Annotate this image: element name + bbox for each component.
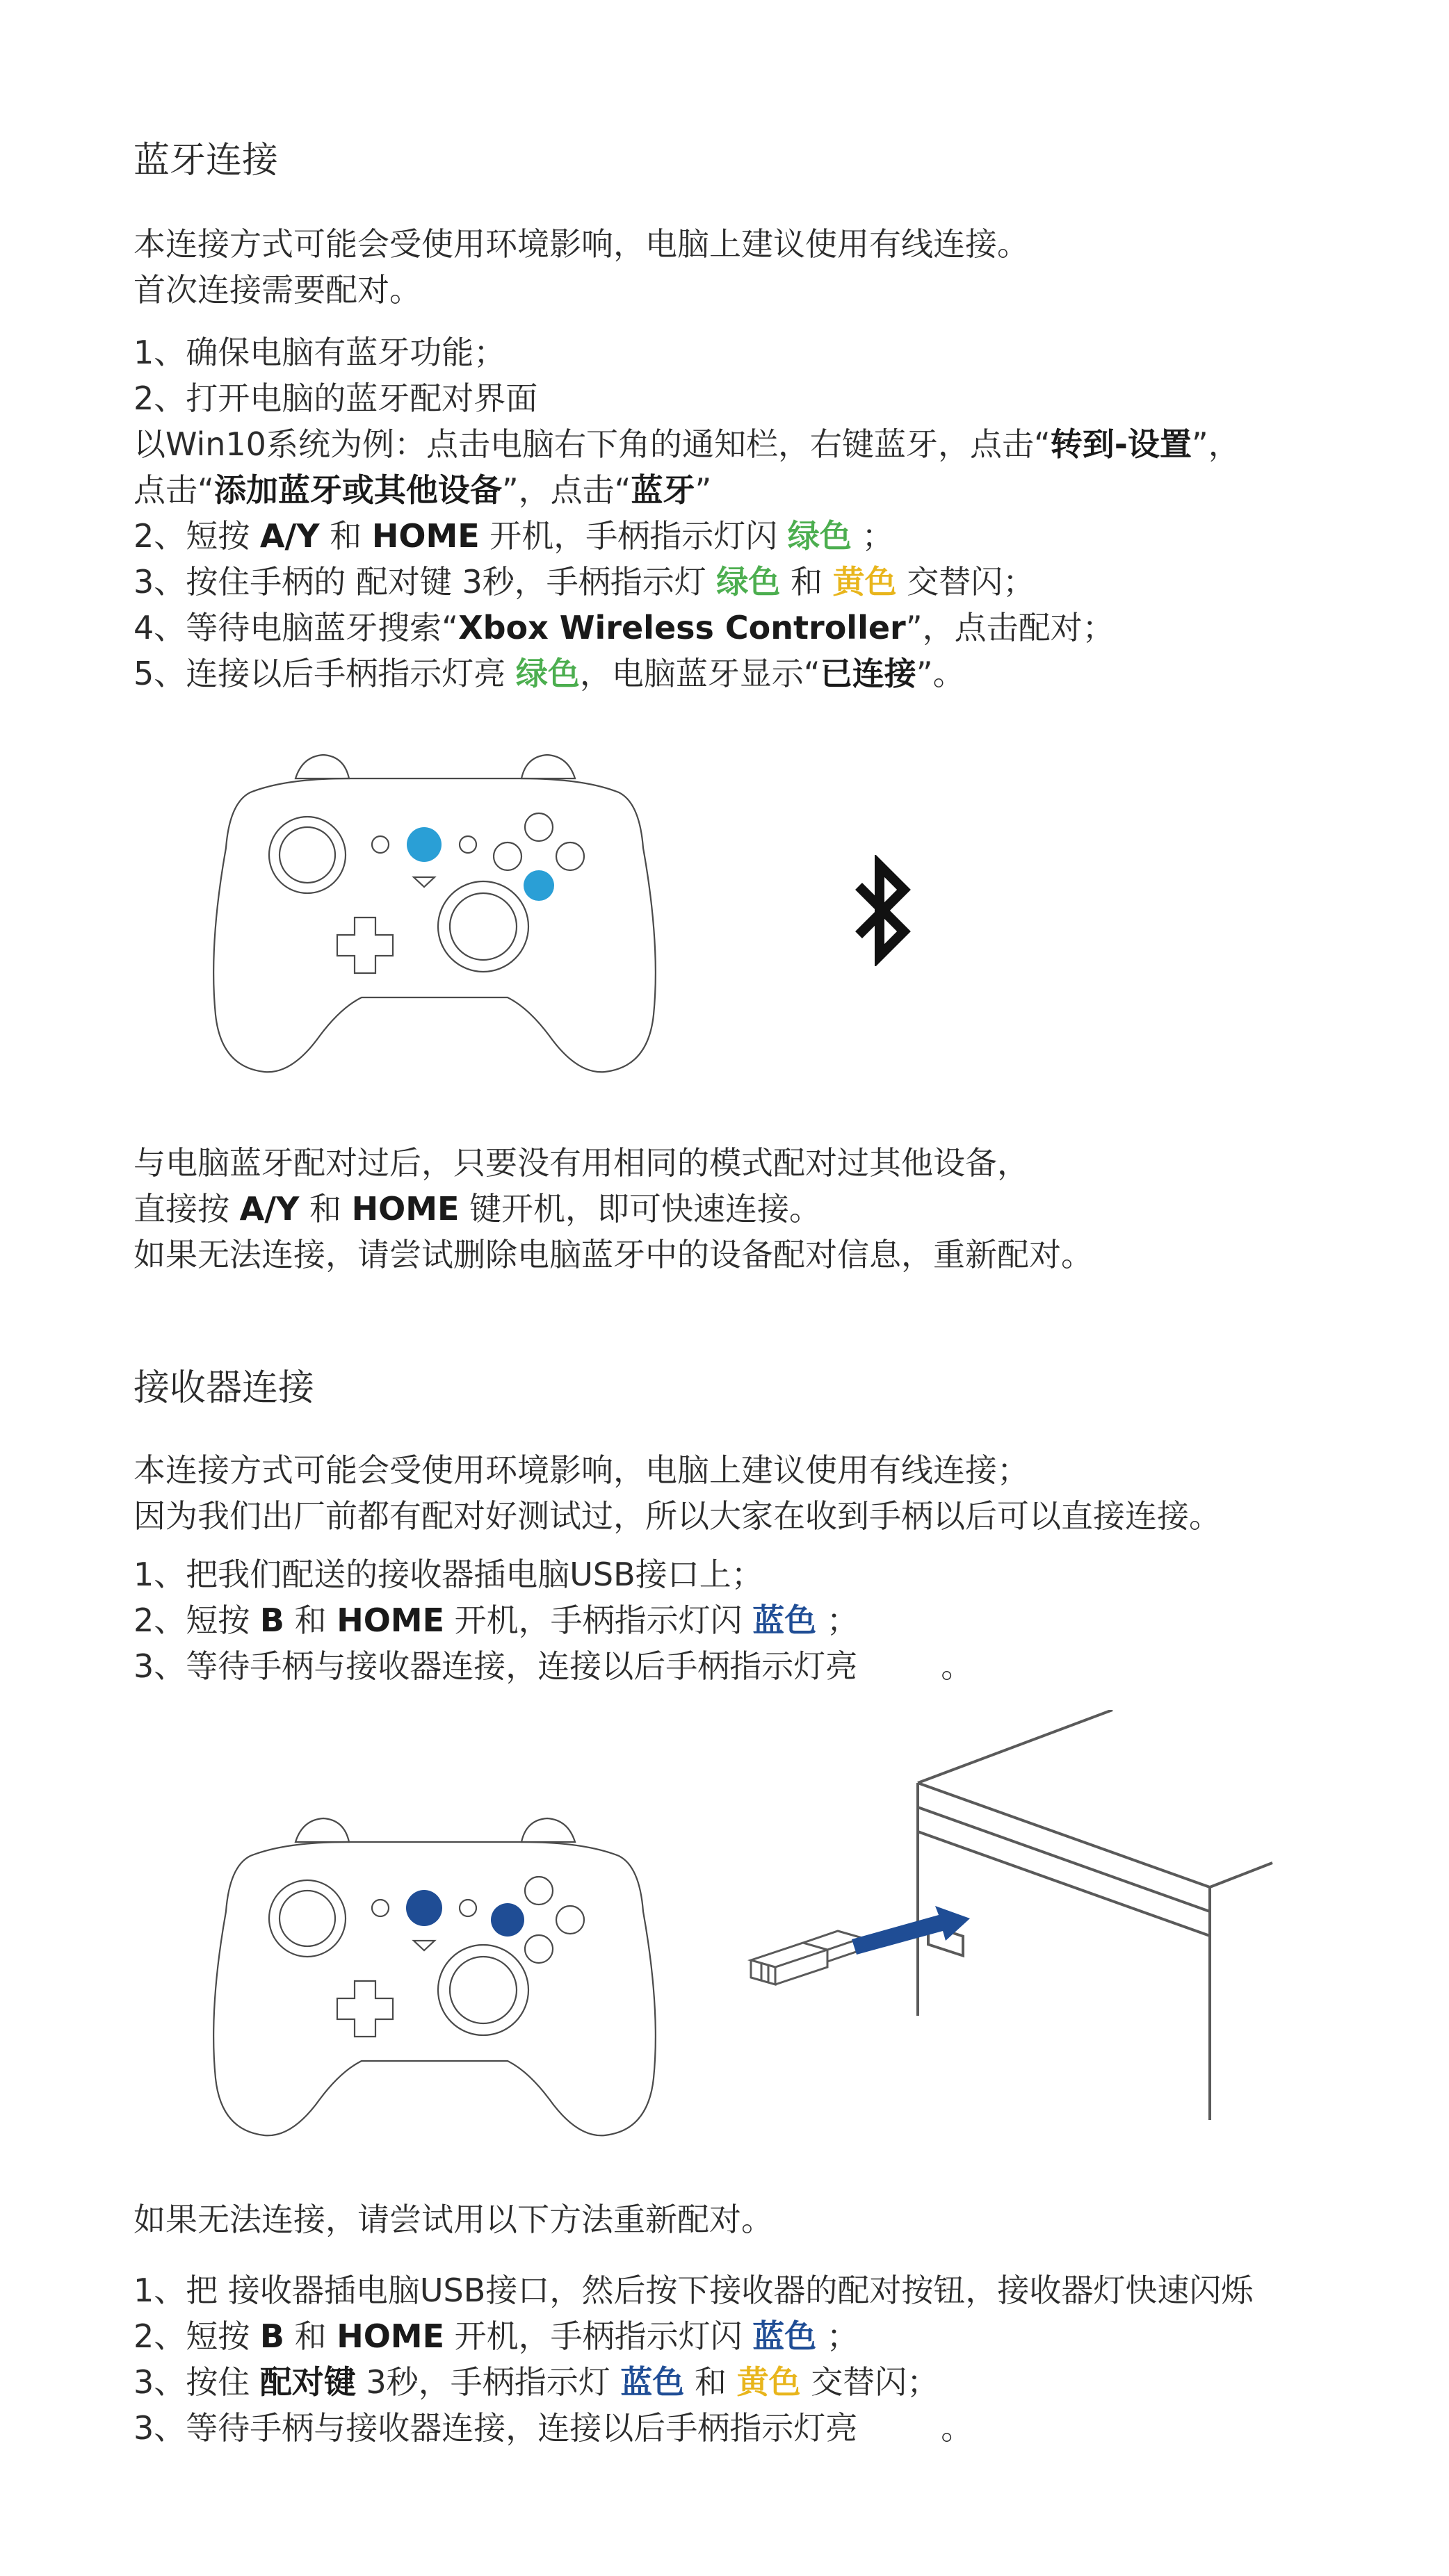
indicator-light	[406, 1890, 442, 1926]
step-line: 2、打开电脑的蓝牙配对界面	[133, 380, 538, 417]
indicator-light	[407, 827, 442, 862]
bluetooth-intro	[133, 221, 1427, 313]
controller-illustration-bluetooth	[188, 751, 661, 1077]
step-line: 1、把我们配送的接收器插电脑USB接口上；	[133, 1556, 763, 1593]
step-line: 1、把 接收器插电脑USB接口，然后按下接收器的配对按钮，接收器灯快速闪烁	[133, 2272, 1254, 2309]
step-line: 3、按住 配对键 3秒，手柄指示灯 蓝色 和 黄色 交替闪；	[133, 2363, 939, 2401]
note-line: 如果无法连接，请尝试删除电脑蓝牙中的设备配对信息，重新配对。	[133, 1236, 1093, 1273]
button-highlight	[491, 1903, 524, 1937]
step-note: 以Win10系统为例：点击电脑右下角的通知栏，右键蓝牙，点击“转到-设置”，	[133, 425, 1240, 463]
step-line: 2、短按 A/Y 和 HOME 开机，手柄指示灯闪 绿色 ；	[133, 517, 894, 555]
intro-line: 因为我们出厂前都有配对好测试过，所以大家在收到手柄以后可以直接连接。	[133, 1497, 1221, 1535]
step-line: 4、等待电脑蓝牙搜索“Xbox Wireless Controller”，点击配对；	[133, 609, 1115, 646]
receiver-section-title: 接收器连接	[133, 1367, 315, 1409]
step-line: 3、等待手柄与接收器连接，连接以后手柄指示灯亮 。	[133, 1647, 973, 1685]
bluetooth-icon	[845, 855, 921, 966]
receiver-steps	[133, 1551, 1427, 1689]
step-line: 2、短按 B 和 HOME 开机，手柄指示灯闪 蓝色 ；	[133, 2317, 859, 2355]
bluetooth-after-text	[133, 1140, 1427, 1278]
computer-usb-illustration	[737, 1710, 1293, 2127]
receiver-intro	[133, 1447, 1427, 1539]
receiver-retry-text	[133, 2196, 1427, 2242]
receiver-retry-steps	[133, 2267, 1427, 2451]
note-line: 与电脑蓝牙配对过后，只要没有用相同的模式配对过其他设备，	[133, 1144, 1029, 1182]
step-line: 3、等待手柄与接收器连接，连接以后手柄指示灯亮 。	[133, 2409, 973, 2447]
intro-line: 首次连接需要配对。	[133, 271, 421, 309]
step-line: 5、连接以后手柄指示灯亮 绿色，电脑蓝牙显示“已连接”。	[133, 655, 965, 692]
step-line: 3、按住手柄的 配对键 3秒，手柄指示灯 绿色 和 黄色 交替闪；	[133, 563, 1035, 601]
bluetooth-steps	[133, 329, 1427, 696]
note-line: 如果无法连接，请尝试用以下方法重新配对。	[133, 2201, 773, 2238]
bluetooth-section-title: 蓝牙连接	[133, 140, 279, 181]
step-line: 1、确保电脑有蓝牙功能；	[133, 334, 506, 371]
insert-arrow	[852, 1906, 970, 1955]
controller-illustration-receiver	[188, 1814, 661, 2141]
intro-line: 本连接方式可能会受使用环境影响，电脑上建议使用有线连接；	[133, 1451, 1029, 1489]
intro-line: 本连接方式可能会受使用环境影响，电脑上建议使用有线连接。	[133, 225, 1029, 263]
button-highlight	[524, 870, 554, 901]
step-note: 点击“添加蓝牙或其他设备”，点击“蓝牙”	[133, 471, 712, 509]
note-line: 直接按 A/Y 和 HOME 键开机，即可快速连接。	[133, 1190, 822, 1228]
step-line: 2、短按 B 和 HOME 开机，手柄指示灯闪 蓝色 ；	[133, 1601, 859, 1639]
